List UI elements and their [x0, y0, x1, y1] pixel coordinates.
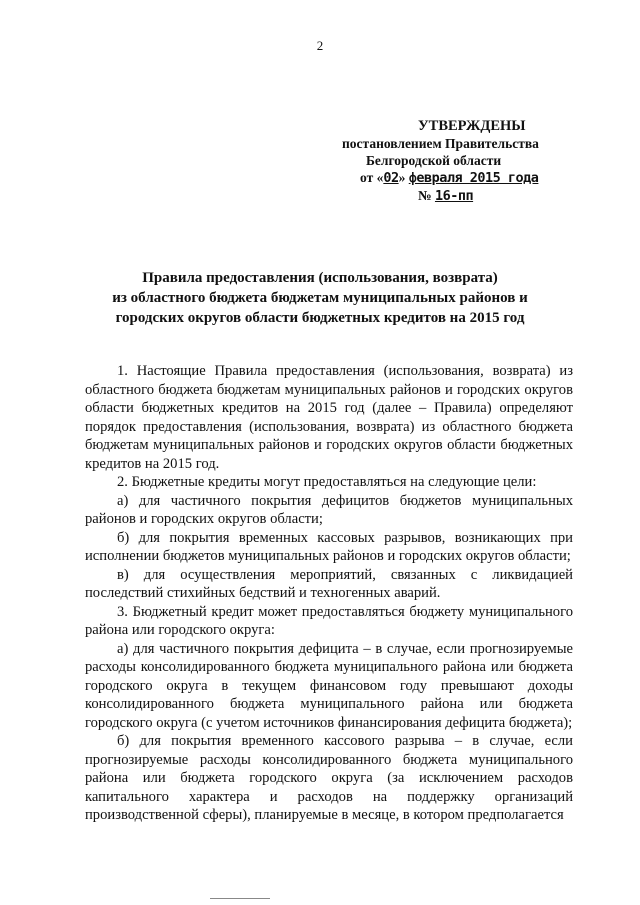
number-prefix: №: [418, 188, 435, 203]
title-line: городских округов области бюджетных кредитов на 2015 год: [115, 310, 525, 326]
date-month-year: февраля 2015 года: [408, 170, 539, 186]
page-number: 2: [316, 38, 324, 53]
paragraph: в) для осуществления мероприятий, связанных с ликвидацией последствий стихийных бедствий и техногенных аварий.: [85, 566, 573, 601]
approval-number: [418, 187, 580, 205]
approval-region: Белгородской области: [366, 153, 502, 168]
document-body: [85, 362, 573, 825]
number-value: 16-пп: [434, 188, 474, 204]
approval-block: [342, 118, 580, 205]
approval-title: УТВЕРЖДЕНЫ: [418, 118, 526, 134]
paragraph: б) для покрытия временных кассовых разрывов, возникающих при исполнении бюджетов муниципальных районов и городских округов области;: [85, 529, 573, 564]
approval-date: [360, 169, 580, 187]
date-prefix: от «: [360, 170, 384, 185]
paragraph: а) для частичного покрытия дефицита – в случае, если прогнозируемые расходы консолидированного бюджета муниципального района или бюджета городского округа в текущем финансовом году превышают доходы консолидированного бюджета муниципального района или бюджета городского округа (с учетом источников финансирования дефицита бюджета);: [85, 640, 573, 731]
paragraph: 2. Бюджетные кредиты могут предоставляться на следующие цели:: [117, 474, 537, 490]
title-line: из областного бюджета бюджетам муниципальных районов и: [112, 290, 528, 306]
paragraph: а) для частичного покрытия дефицитов бюджетов муниципальных районов и городских округов области;: [85, 492, 573, 527]
title-line: Правила предоставления (использования, возврата): [142, 270, 498, 286]
document-title: [0, 268, 640, 328]
footer-divider: [210, 898, 270, 899]
approval-issuer: постановлением Правительства: [342, 136, 539, 151]
date-mid: »: [398, 170, 409, 185]
paragraph: б) для покрытия временного кассового разрыва – в случае, если прогнозируемые расходы консолидированного бюджета муниципального района или бюджета городского округа (за исключением расходов капитального характера и расходов на поддержку организаций производственной сферы), планируемые в месяце, в котором предполагается: [85, 733, 573, 823]
paragraph: 1. Настоящие Правила предоставления (использования, возврата) из областного бюджета бюджетам муниципальных районов и городских округов области бюджетных кредитов на 2015 год (далее – Правила) определяют порядок предоставления (использования, возврата) из областного бюджета бюджетам муниципальных районов и городских округов области бюджетных кредитов на 2015 год.: [85, 363, 573, 472]
date-day: 02: [383, 170, 399, 186]
paragraph: 3. Бюджетный кредит может предоставляться бюджету муниципального района или городского округа:: [85, 603, 573, 638]
